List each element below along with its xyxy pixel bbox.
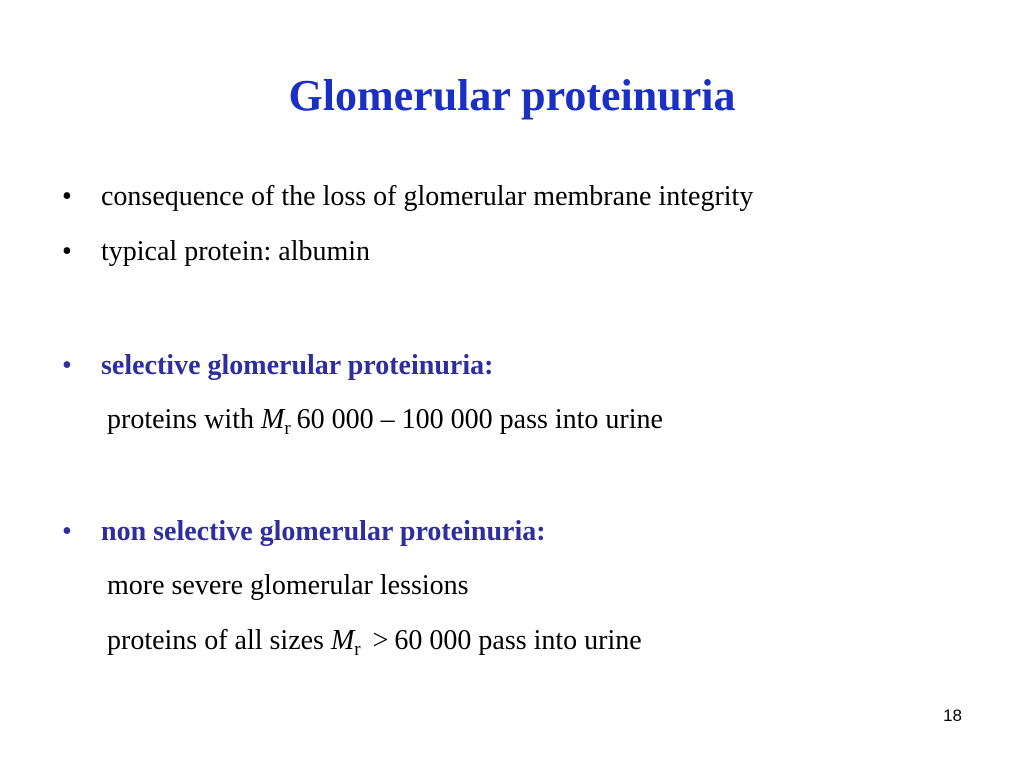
bullet-text-loss-of-integrity: consequence of the loss of glomerular membrane integrity bbox=[101, 181, 754, 212]
page-number: 18 bbox=[943, 706, 962, 725]
selective-detail-prefix: proteins with bbox=[107, 404, 261, 435]
molar-mass-subscript: r bbox=[354, 639, 361, 660]
bullet-marker: • bbox=[62, 181, 72, 212]
molar-mass-symbol: M bbox=[330, 625, 355, 656]
greater-than-operator: > bbox=[372, 625, 389, 656]
selective-detail-range: 60 000 – 100 000 pass into urine bbox=[296, 404, 663, 435]
non-selective-detail-value: 60 000 pass into urine bbox=[394, 625, 642, 656]
non-selective-detail-prefix: proteins of all sizes bbox=[107, 625, 331, 656]
slide-title: Glomerular proteinuria bbox=[288, 71, 736, 120]
bullet-marker: • bbox=[62, 350, 72, 381]
selective-heading: selective glomerular proteinuria: bbox=[101, 350, 494, 381]
selective-detail bbox=[107, 403, 663, 440]
molar-mass-subscript: r bbox=[284, 418, 291, 439]
molar-mass-symbol: M bbox=[261, 404, 285, 435]
non-selective-detail-2 bbox=[107, 624, 642, 661]
non-selective-heading: non selective glomerular proteinuria: bbox=[101, 516, 546, 547]
bullet-marker: • bbox=[62, 516, 72, 547]
bullet-marker: • bbox=[62, 236, 72, 267]
non-selective-detail-1: more severe glomerular lessions bbox=[107, 570, 469, 601]
bullet-text-typical-protein: typical protein: albumin bbox=[101, 236, 371, 267]
